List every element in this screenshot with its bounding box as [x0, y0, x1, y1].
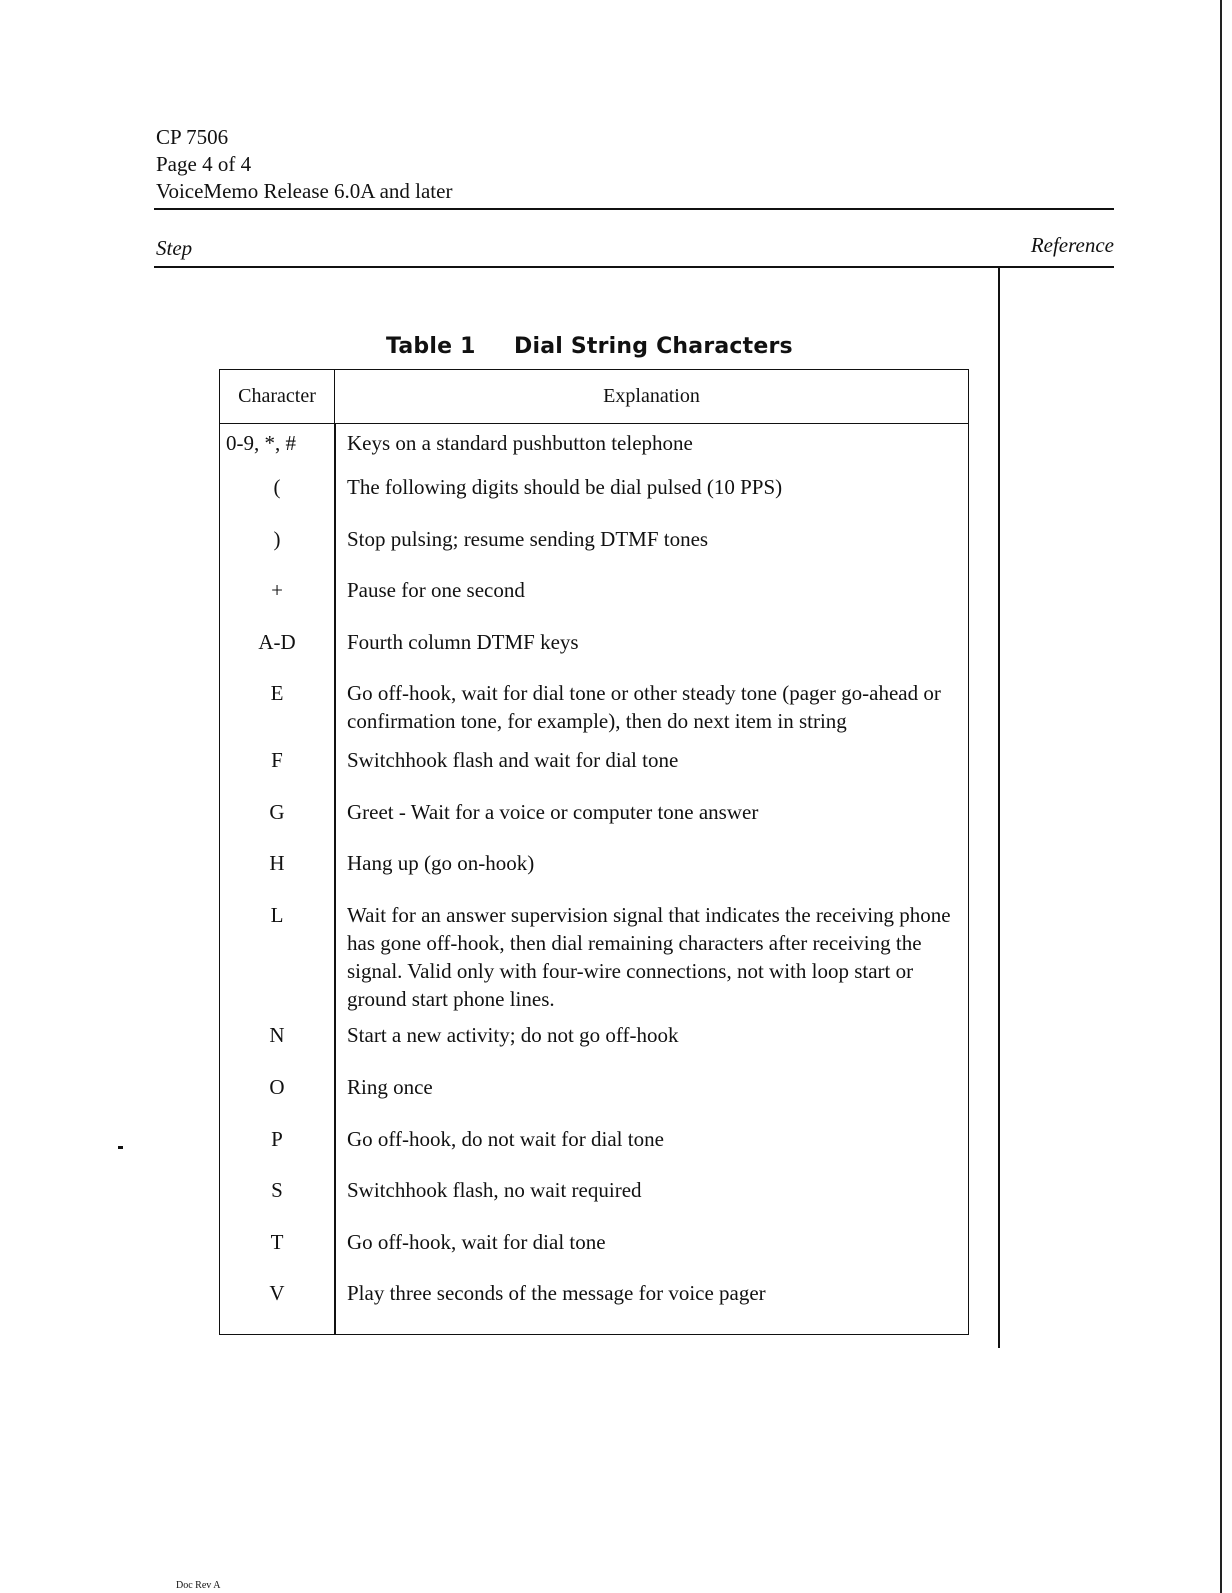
cell-explanation: Hang up (go on-hook) [347, 851, 535, 875]
header-character: Character [220, 370, 335, 423]
cell-explanation: Switchhook flash and wait for dial tone [347, 748, 679, 772]
cell-explanation: Switchhook flash, no wait required [347, 1178, 642, 1202]
doc-id: CP 7506 [156, 125, 229, 149]
table-row [220, 674, 968, 741]
cell-character: A-D [258, 630, 296, 654]
cell-explanation: Wait for an answer supervision signal that indicates the receiving phone has gone off-hook, then dial remaining characters after receiving the signal. Valid only with four-wire connections, not with loop start or ground start phone lines. [347, 903, 951, 1011]
table-row [220, 844, 968, 896]
cell-character: 0-9, *, # [226, 431, 296, 455]
table-row [220, 623, 968, 674]
footer-note: Doc Rev A [176, 1580, 221, 1591]
table-title: Dial String Characters [514, 334, 793, 359]
cell-character: ) [273, 527, 281, 551]
table-row [220, 1068, 968, 1120]
cell-explanation: Start a new activity; do not go off-hook [347, 1023, 679, 1047]
reference-column-divider [998, 266, 1000, 1348]
cell-character: E [270, 681, 284, 705]
table-row [220, 571, 968, 623]
column-header-rule [154, 266, 1114, 268]
table-rows [220, 424, 968, 1334]
cell-explanation: Greet - Wait for a voice or computer tone answer [347, 800, 759, 824]
page-frame-edge [1220, 0, 1222, 1593]
table-row [220, 741, 968, 793]
cell-character: L [270, 903, 284, 927]
table-body [220, 424, 968, 1334]
cell-explanation: Go off-hook, wait for dial tone [347, 1230, 606, 1254]
cell-character: F [271, 748, 283, 772]
table-number: Table 1 [386, 334, 476, 359]
dial-string-table [219, 369, 969, 1335]
header-rule [154, 208, 1114, 210]
cell-explanation: Go off-hook, do not wait for dial tone [347, 1127, 664, 1151]
cell-character: S [271, 1178, 283, 1202]
cell-character: V [269, 1281, 285, 1305]
cell-character: ( [273, 475, 281, 499]
table-row [220, 896, 968, 1016]
table-row [220, 1171, 968, 1223]
header-explanation: Explanation [603, 385, 700, 407]
table-row [220, 1274, 968, 1334]
release-info: VoiceMemo Release 6.0A and later [156, 179, 453, 203]
cell-explanation: Ring once [347, 1075, 433, 1099]
table-row [220, 1016, 968, 1068]
cell-character: + [271, 578, 283, 602]
cell-character: P [271, 1127, 283, 1151]
cell-explanation: Play three seconds of the message for voice pager [347, 1281, 766, 1305]
page-number: Page 4 of 4 [156, 152, 252, 176]
table-row [220, 520, 968, 571]
table-row [220, 424, 968, 468]
document-header [156, 124, 452, 205]
cell-character: H [269, 851, 285, 875]
table-row [220, 1120, 968, 1171]
table-caption [386, 334, 793, 359]
table-row [220, 1223, 968, 1274]
table-row [220, 793, 968, 844]
cell-explanation: Fourth column DTMF keys [347, 630, 579, 654]
table-row [220, 468, 968, 520]
cell-character: G [269, 800, 285, 824]
cell-character: N [269, 1023, 285, 1047]
cell-explanation: Go off-hook, wait for dial tone or other steady tone (pager go-ahead or confirmation tone, for example), then do next item in string [347, 681, 941, 733]
table-header-row [220, 370, 968, 424]
step-column-label: Step [156, 236, 193, 260]
cell-character: T [270, 1230, 284, 1254]
cell-explanation: Stop pulsing; resume sending DTMF tones [347, 527, 709, 551]
stray-mark [118, 1146, 123, 1149]
cell-character: O [269, 1075, 285, 1099]
cell-explanation: Keys on a standard pushbutton telephone [347, 431, 693, 455]
reference-column-label: Reference [1030, 233, 1114, 257]
cell-explanation: Pause for one second [347, 578, 525, 602]
cell-explanation: The following digits should be dial pulsed (10 PPS) [347, 475, 783, 499]
